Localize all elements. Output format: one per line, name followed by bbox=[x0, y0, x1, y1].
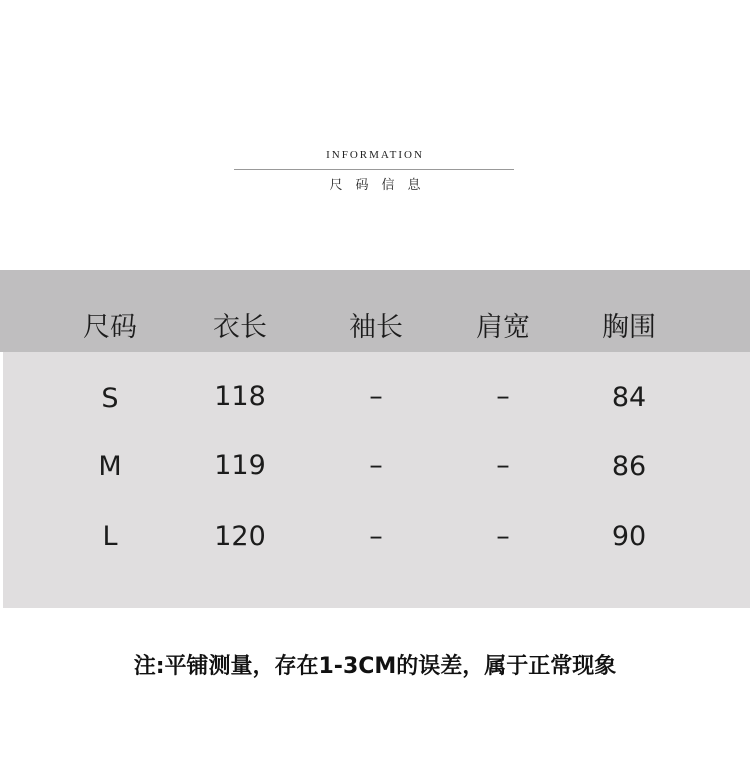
cell-chest: 90 bbox=[611, 521, 647, 552]
cell-length: 118 bbox=[214, 381, 266, 412]
size-table bbox=[0, 270, 750, 608]
cell-length: 119 bbox=[214, 450, 266, 481]
cell-length: 120 bbox=[214, 521, 266, 552]
cell-sleeve: – bbox=[369, 450, 383, 481]
column-header-size: 尺码 bbox=[83, 312, 137, 343]
cell-sleeve: – bbox=[369, 381, 383, 412]
column-header-chest: 胸围 bbox=[602, 312, 656, 343]
cell-shoulder: – bbox=[496, 450, 510, 481]
column-header-sleeve: 袖长 bbox=[349, 312, 403, 343]
cell-shoulder: – bbox=[496, 521, 510, 552]
cell-size: L bbox=[102, 521, 118, 552]
header-title-cn: 尺码信息 bbox=[329, 178, 434, 193]
header-title-en: INFORMATION bbox=[326, 149, 424, 161]
cell-size: M bbox=[98, 451, 122, 482]
size-table-header bbox=[0, 270, 750, 352]
cell-chest: 86 bbox=[611, 451, 647, 482]
header-divider bbox=[234, 169, 514, 170]
measurement-note: 注:平铺测量，存在1-3CM的误差，属于正常现象 bbox=[133, 654, 617, 679]
cell-size: S bbox=[101, 383, 119, 414]
cell-shoulder: – bbox=[496, 381, 510, 412]
cell-chest: 84 bbox=[611, 382, 647, 413]
cell-sleeve: – bbox=[369, 521, 383, 552]
column-header-shoulder: 肩宽 bbox=[476, 312, 530, 343]
size-info-header bbox=[0, 0, 750, 200]
size-table-body bbox=[3, 352, 750, 608]
column-header-length: 衣长 bbox=[213, 312, 267, 343]
